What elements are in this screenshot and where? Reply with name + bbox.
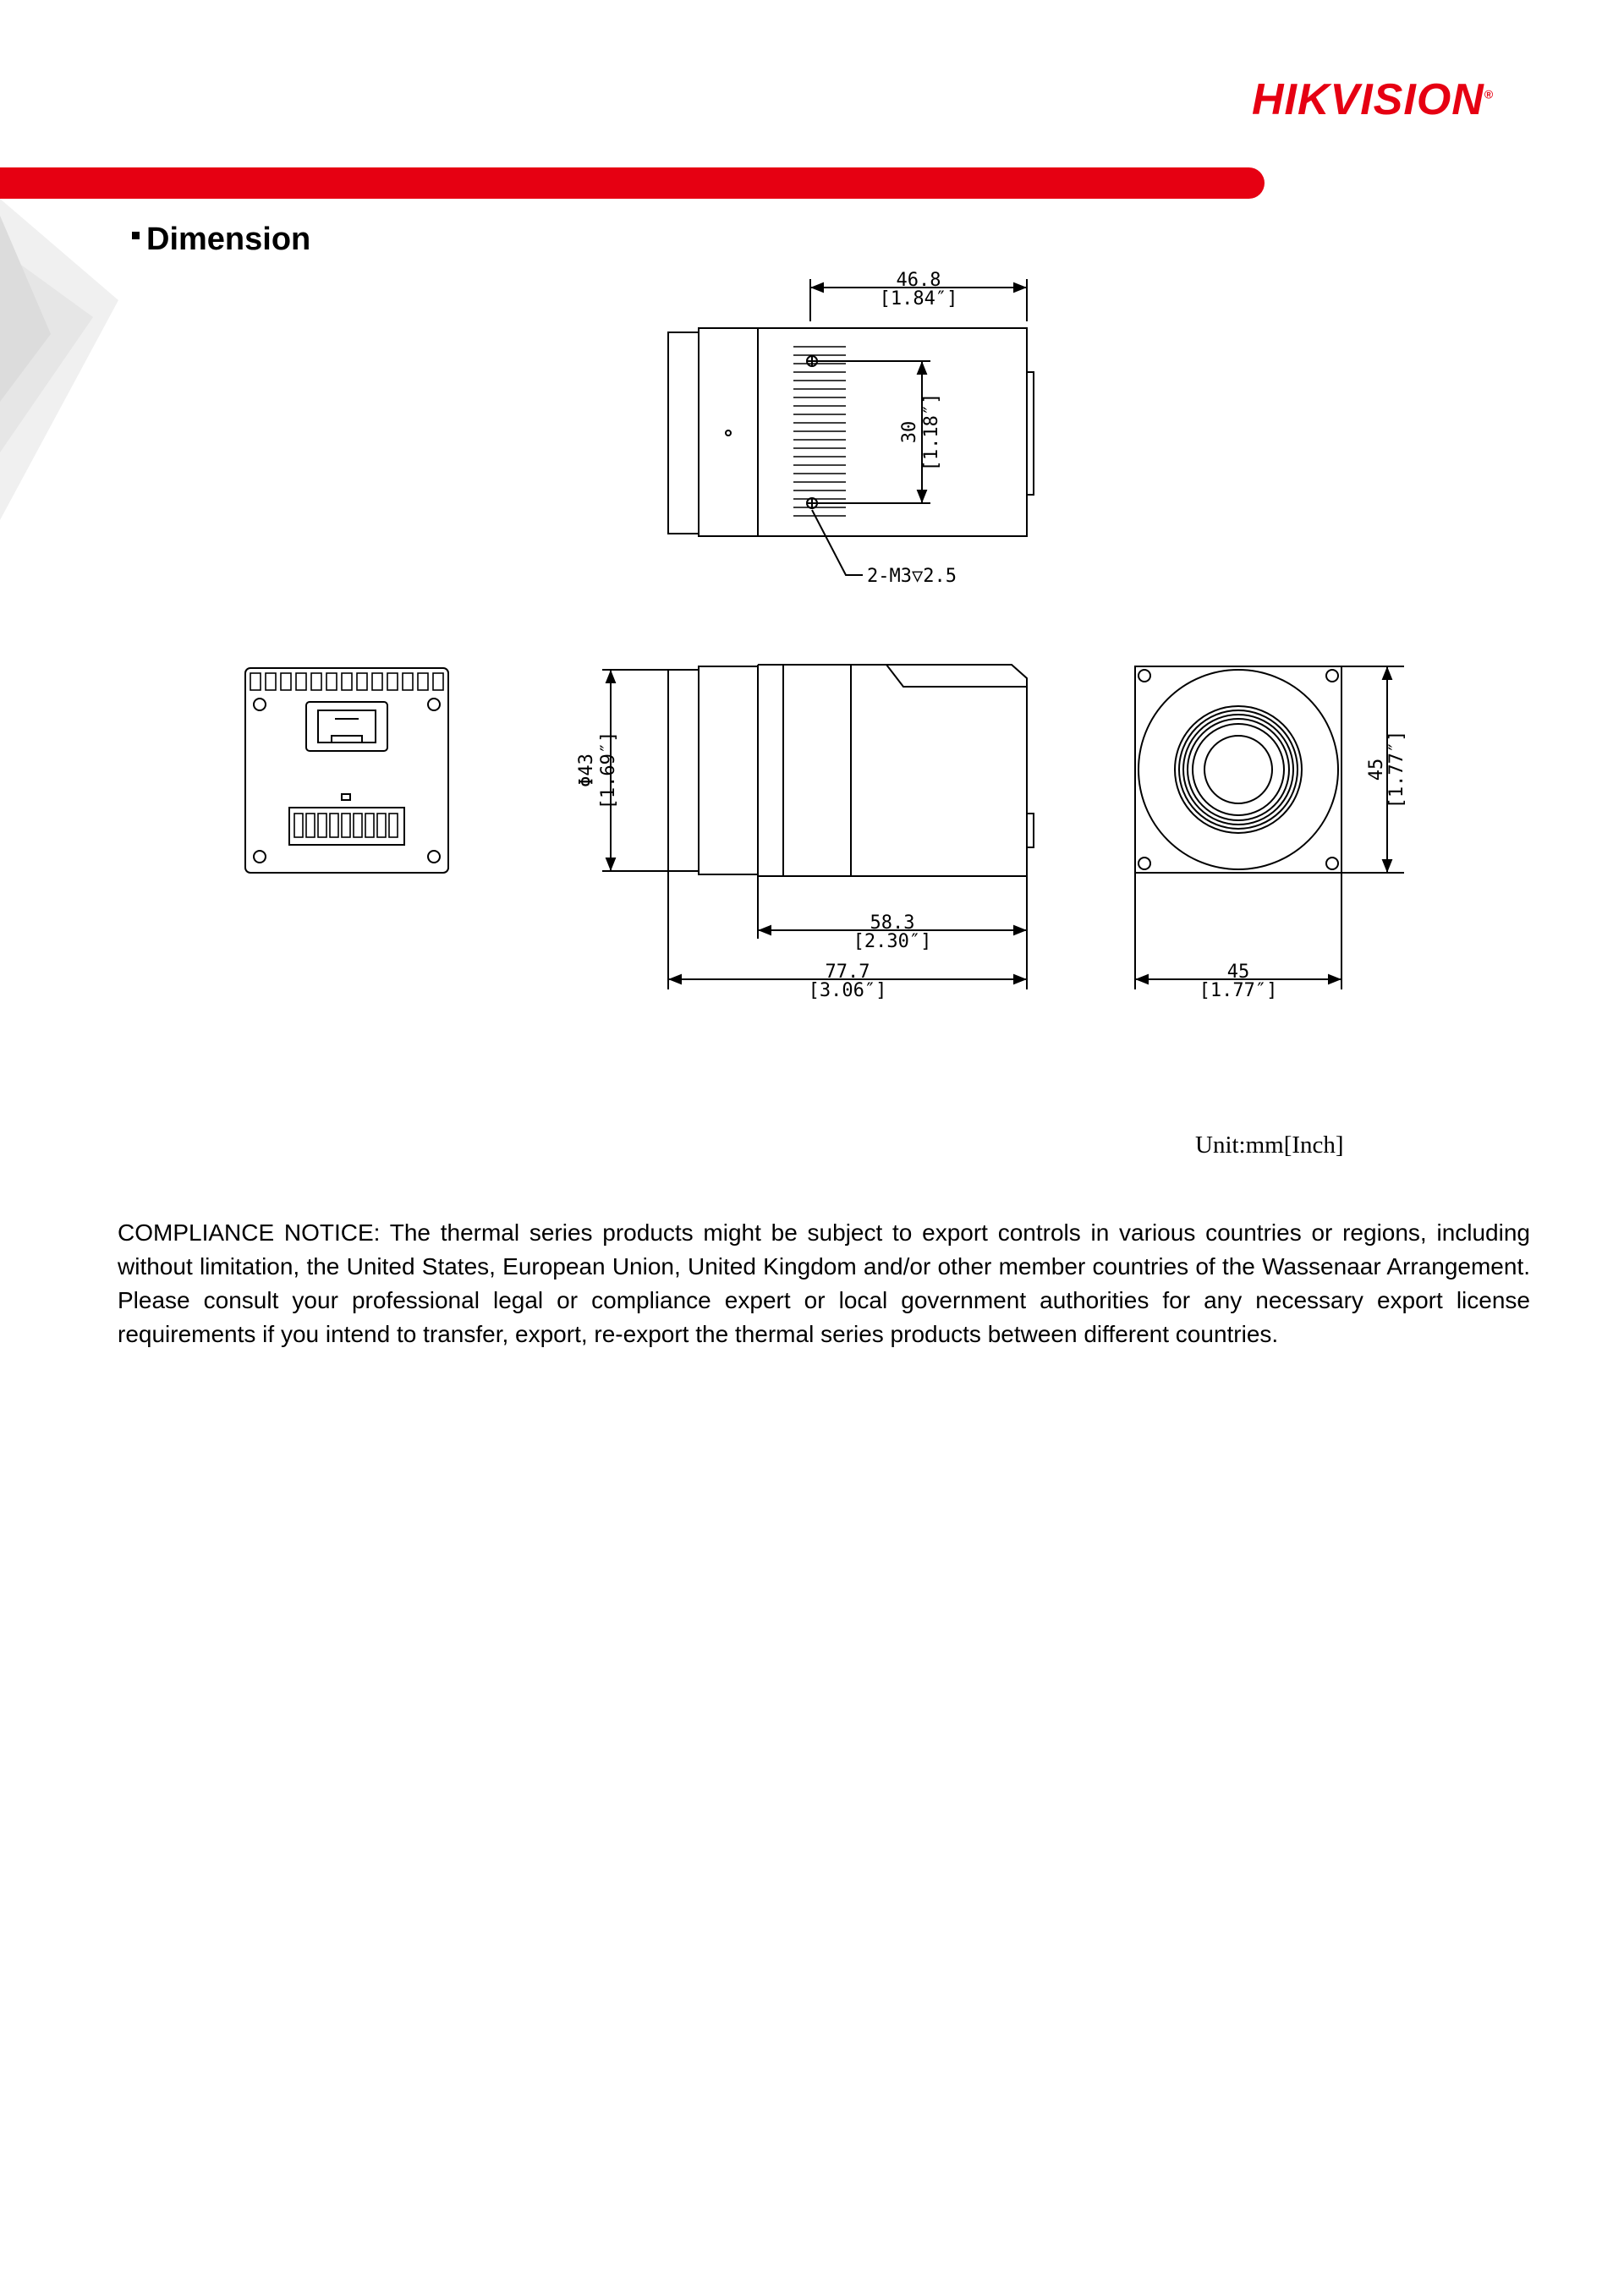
section-title-text: Dimension <box>146 222 311 257</box>
dim-total-length-mm: 77.7 <box>825 962 870 983</box>
dim-top-width-mm: 46.8 <box>896 270 941 291</box>
dim-body-length-in: [2.30″] <box>853 931 932 952</box>
dim-body-length-mm: 58.3 <box>870 912 915 934</box>
dimension-drawing <box>0 0 1624 1099</box>
rear-view <box>245 668 448 873</box>
dim-front-width-mm: 45 <box>1226 962 1250 983</box>
dim-screw-label: 2-M3▽2.5 <box>867 566 957 587</box>
dim-hole-spacing-in: [1.18″] <box>921 392 942 472</box>
dim-front-width-in: [1.77″] <box>1199 980 1278 1001</box>
dim-diameter-in: [1.69″] <box>598 731 619 810</box>
compliance-notice: COMPLIANCE NOTICE: The thermal series products might be subject to export controls in various countries or regions, including without limitation, the United States, European Union, United Kingdom and/or other member countries of the Wassenaar Arrangement. Please consult your professional legal or compliance expert or local government authorities for any necessary export license requirements if you intend to transfer, export, re-export the thermal series products between different countries. <box>118 1219 1530 1347</box>
dim-hole-spacing-mm: 30 <box>899 420 920 444</box>
dim-diameter-mm: Φ43 <box>576 753 597 787</box>
trademark-symbol: ® <box>1484 87 1495 101</box>
unit-note: Unit:mm[Inch] <box>1195 1132 1344 1159</box>
dim-total-length-in: [3.06″] <box>808 980 887 1001</box>
side-view <box>602 665 1034 989</box>
dim-top-width-in: [1.84″] <box>879 288 958 310</box>
front-view <box>1135 666 1404 989</box>
dim-front-height-mm: 45 <box>1366 758 1387 781</box>
top-view <box>668 279 1034 575</box>
brand-text: HIKVISION <box>1252 75 1484 124</box>
dim-front-height-in: [1.77″] <box>1386 730 1407 809</box>
